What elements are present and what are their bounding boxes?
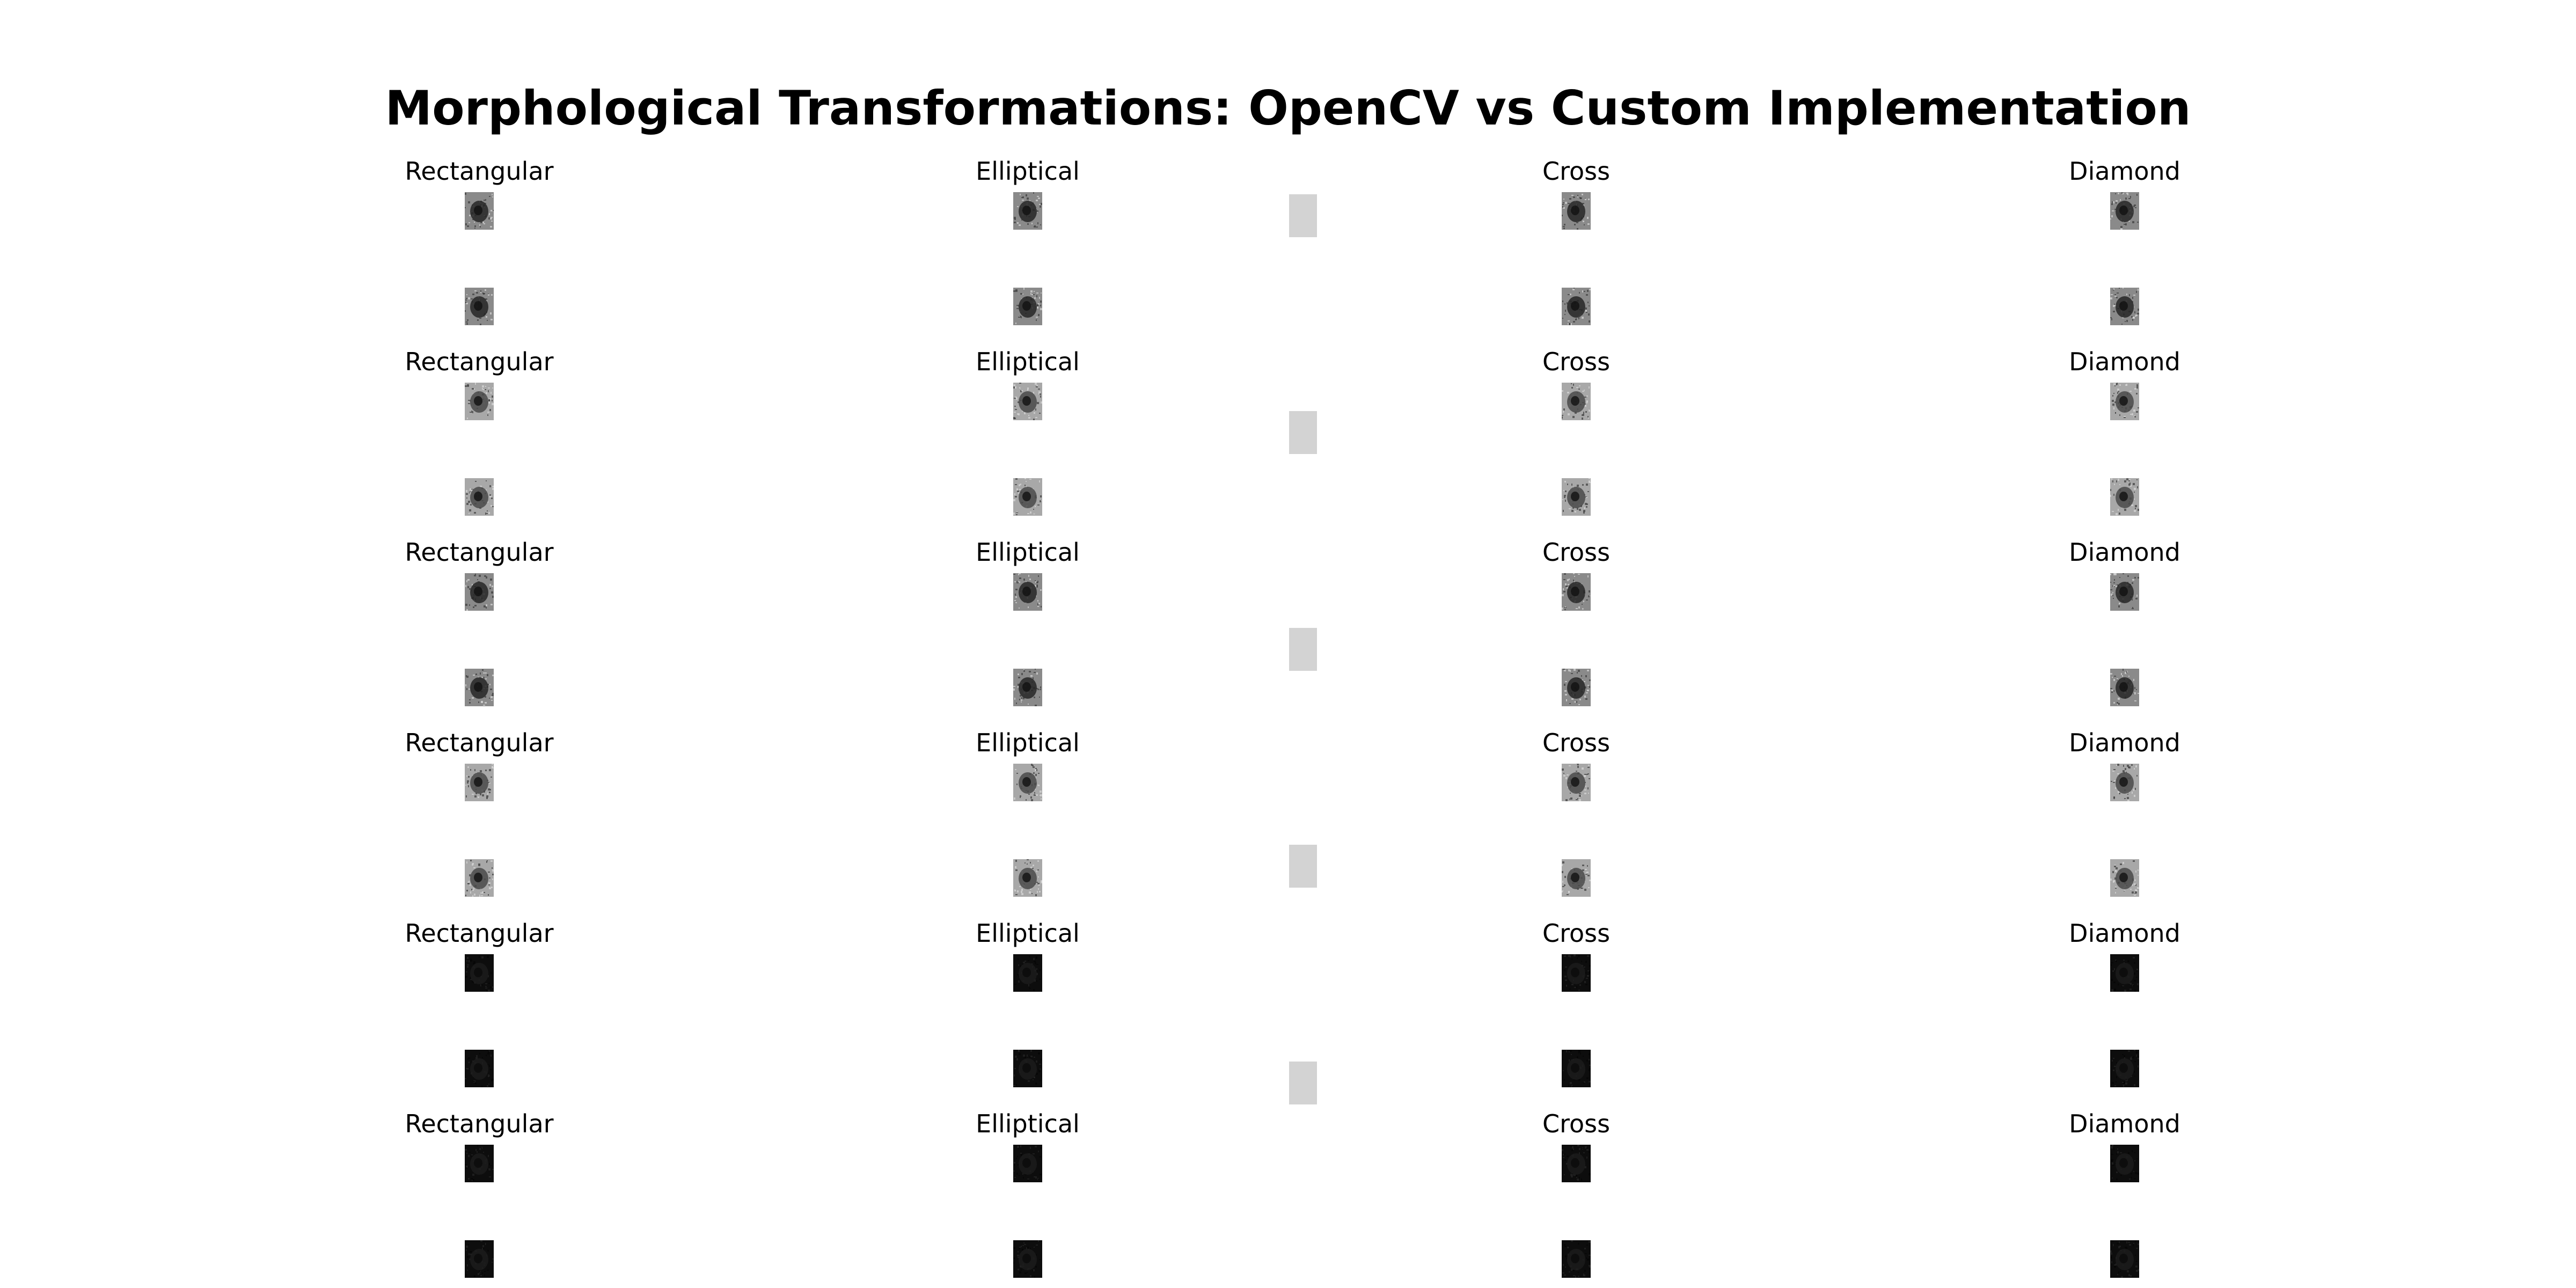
subplot-title-diamond: Diamond — [2069, 919, 2180, 948]
custom-result-image — [465, 1240, 494, 1278]
custom-result-image — [465, 669, 494, 706]
custom-result-image — [1562, 1050, 1591, 1087]
custom-result-image — [2110, 1050, 2139, 1087]
custom-result-image — [465, 859, 494, 897]
opencv-result-image — [2110, 1145, 2139, 1182]
opencv-result-image — [1013, 383, 1042, 420]
custom-result-image — [1013, 669, 1042, 706]
opencv-result-image — [1562, 383, 1591, 420]
opencv-result-image — [2110, 764, 2139, 801]
subplot-title-diamond: Diamond — [2069, 1109, 2180, 1138]
custom-result-image — [1013, 859, 1042, 897]
opencv-result-image — [1562, 192, 1591, 230]
subplot-title-cross: Cross — [1542, 538, 1611, 567]
opencv-result-image — [1013, 192, 1042, 230]
opencv-result-image — [2110, 954, 2139, 992]
opencv-result-image — [1562, 764, 1591, 801]
placeholder-block — [1289, 1062, 1317, 1104]
opencv-result-image — [2110, 573, 2139, 611]
subplot-title-elliptical: Elliptical — [976, 728, 1080, 757]
opencv-result-image — [1013, 1145, 1042, 1182]
opencv-result-image — [1013, 764, 1042, 801]
subplot-title-cross: Cross — [1542, 728, 1611, 757]
subplot-title-diamond: Diamond — [2069, 347, 2180, 376]
placeholder-block — [1289, 845, 1317, 888]
custom-result-image — [465, 1050, 494, 1087]
subplot-title-elliptical: Elliptical — [976, 157, 1080, 186]
subplot-title-cross: Cross — [1542, 347, 1611, 376]
subplot-title-diamond: Diamond — [2069, 728, 2180, 757]
custom-result-image — [1562, 859, 1591, 897]
opencv-result-image — [465, 573, 494, 611]
custom-result-image — [1562, 669, 1591, 706]
custom-result-image — [1013, 478, 1042, 516]
subplot-title-elliptical: Elliptical — [976, 347, 1080, 376]
subplot-title-rectangular: Rectangular — [405, 728, 554, 757]
subplot-title-rectangular: Rectangular — [405, 1109, 554, 1138]
opencv-result-image — [465, 764, 494, 801]
custom-result-image — [1562, 478, 1591, 516]
subplot-title-rectangular: Rectangular — [405, 157, 554, 186]
placeholder-block — [1289, 411, 1317, 454]
opencv-result-image — [465, 192, 494, 230]
custom-result-image — [1562, 1240, 1591, 1278]
custom-result-image — [2110, 669, 2139, 706]
subplot-title-elliptical: Elliptical — [976, 919, 1080, 948]
subplot-title-rectangular: Rectangular — [405, 347, 554, 376]
custom-result-image — [2110, 478, 2139, 516]
opencv-result-image — [1562, 573, 1591, 611]
figure-title: Morphological Transformations: OpenCV vs Custom Implementation — [385, 80, 2191, 136]
opencv-result-image — [465, 383, 494, 420]
custom-result-image — [465, 288, 494, 325]
opencv-result-image — [465, 1145, 494, 1182]
custom-result-image — [2110, 1240, 2139, 1278]
opencv-result-image — [2110, 192, 2139, 230]
subplot-title-cross: Cross — [1542, 919, 1611, 948]
placeholder-block — [1289, 628, 1317, 671]
custom-result-image — [2110, 859, 2139, 897]
opencv-result-image — [465, 954, 494, 992]
placeholder-block — [1289, 194, 1317, 237]
custom-result-image — [1562, 288, 1591, 325]
subplot-title-cross: Cross — [1542, 1109, 1611, 1138]
opencv-result-image — [1562, 1145, 1591, 1182]
opencv-result-image — [2110, 383, 2139, 420]
opencv-result-image — [1013, 954, 1042, 992]
subplot-title-elliptical: Elliptical — [976, 538, 1080, 567]
custom-result-image — [465, 478, 494, 516]
subplot-title-cross: Cross — [1542, 157, 1611, 186]
opencv-result-image — [1562, 954, 1591, 992]
opencv-result-image — [1013, 573, 1042, 611]
subplot-title-diamond: Diamond — [2069, 538, 2180, 567]
custom-result-image — [1013, 1240, 1042, 1278]
subplot-title-elliptical: Elliptical — [976, 1109, 1080, 1138]
custom-result-image — [1013, 1050, 1042, 1087]
custom-result-image — [2110, 288, 2139, 325]
subplot-title-rectangular: Rectangular — [405, 538, 554, 567]
subplot-title-rectangular: Rectangular — [405, 919, 554, 948]
custom-result-image — [1013, 288, 1042, 325]
subplot-title-diamond: Diamond — [2069, 157, 2180, 186]
